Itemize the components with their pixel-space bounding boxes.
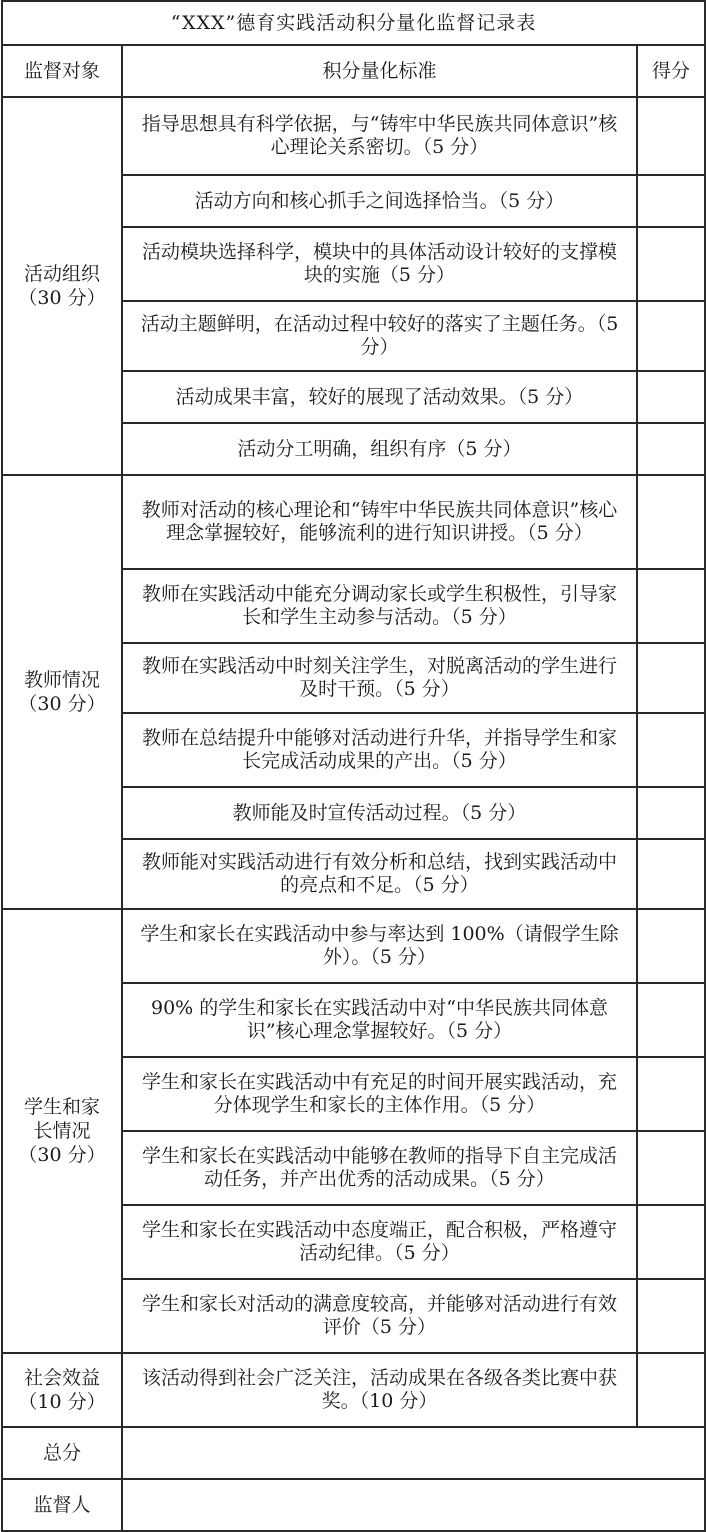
score-cell[interactable] (637, 643, 705, 713)
header-row (2, 45, 705, 97)
cat-activity-org (2, 97, 122, 475)
total-label: 总分 (2, 1427, 122, 1479)
title-row (2, 1, 705, 45)
header-score: 得分 (637, 45, 705, 97)
score-cell[interactable] (637, 1353, 705, 1427)
criteria-text: 学生和家长对活动的满意度较高，并能够对活动进行有效评价（5 分） (122, 1279, 637, 1353)
score-cell[interactable] (637, 909, 705, 983)
criteria-text: 教师能及时宣传活动过程。（5 分） (122, 787, 637, 839)
criteria-text: 学生和家长在实践活动中态度端正，配合积极，严格遵守活动纪律。（5 分） (122, 1205, 637, 1279)
total-value[interactable] (122, 1427, 705, 1479)
score-cell[interactable] (637, 1205, 705, 1279)
criteria-text: 教师对活动的核心理论和“铸牢中华民族共同体意识”核心理念掌握较好，能够流利的进行知识讲授。（5 分） (122, 475, 637, 569)
criteria-text: 该活动得到社会广泛关注，活动成果在各级各类比赛中获奖。（10 分） (122, 1353, 637, 1427)
criteria-text: 活动分工明确，组织有序（5 分） (122, 423, 637, 475)
table-title: “XXX”德育实践活动积分量化监督记录表 (2, 1, 705, 45)
score-cell[interactable] (637, 983, 705, 1057)
category-label: 教师情况 (23, 669, 100, 691)
score-cell[interactable] (637, 175, 705, 227)
header-criteria: 积分量化标准 (122, 45, 637, 97)
score-cell[interactable] (637, 1279, 705, 1353)
category-label: 活动组织 (23, 263, 100, 285)
total-row (2, 1427, 705, 1479)
score-cell[interactable] (637, 787, 705, 839)
scoring-table (1, 0, 706, 1532)
criteria-text: 90% 的学生和家长在实践活动中对“中华民族共同体意识”核心理念掌握较好。（5 分） (122, 983, 637, 1057)
score-cell[interactable] (637, 569, 705, 643)
category-points: （30 分） (18, 693, 106, 715)
category-label: 学生和家 长情况 (23, 1096, 100, 1142)
score-cell[interactable] (637, 301, 705, 371)
criteria-text: 指导思想具有科学依据，与“铸牢中华民族共同体意识”核心理论关系密切。（5 分） (122, 97, 637, 175)
score-cell[interactable] (637, 713, 705, 787)
supervisor-value[interactable] (122, 1479, 705, 1531)
table-row (2, 1353, 705, 1427)
table-row (2, 97, 705, 175)
category-points: （30 分） (18, 287, 106, 309)
table-row (2, 475, 705, 569)
header-object: 监督对象 (2, 45, 122, 97)
supervisor-label: 监督人 (2, 1479, 122, 1531)
criteria-text: 学生和家长在实践活动中有充足的时间开展实践活动，充分体现学生和家长的主体作用。（5 分） (122, 1057, 637, 1131)
criteria-text: 学生和家长在实践活动中能够在教师的指导下自主完成活动任务，并产出优秀的活动成果。（5 分） (122, 1131, 637, 1205)
criteria-text: 教师在总结提升中能够对活动进行升华，并指导学生和家长完成活动成果的产出。（5 分） (122, 713, 637, 787)
criteria-text: 教师在实践活动中时刻关注学生，对脱离活动的学生进行及时干预。（5 分） (122, 643, 637, 713)
score-cell[interactable] (637, 371, 705, 423)
score-cell[interactable] (637, 1131, 705, 1205)
cat-student-parent (2, 909, 122, 1353)
criteria-text: 教师能对实践活动进行有效分析和总结，找到实践活动中的亮点和不足。（5 分） (122, 839, 637, 909)
category-points: （10 分） (18, 1391, 106, 1413)
criteria-text: 教师在实践活动中能充分调动家长或学生积极性，引导家长和学生主动参与活动。（5 分） (122, 569, 637, 643)
score-cell[interactable] (637, 1057, 705, 1131)
criteria-text: 活动模块选择科学，模块中的具体活动设计较好的支撑模块的实施（5 分） (122, 227, 637, 301)
table-row (2, 909, 705, 983)
category-label: 社会效益 (23, 1367, 100, 1389)
score-cell[interactable] (637, 423, 705, 475)
cat-social (2, 1353, 122, 1427)
cat-teacher (2, 475, 122, 909)
criteria-text: 活动主题鲜明，在活动过程中较好的落实了主题任务。（5 分） (122, 301, 637, 371)
score-cell[interactable] (637, 839, 705, 909)
supervisor-row (2, 1479, 705, 1531)
criteria-text: 活动方向和核心抓手之间选择恰当。（5 分） (122, 175, 637, 227)
criteria-text: 活动成果丰富，较好的展现了活动效果。（5 分） (122, 371, 637, 423)
score-cell[interactable] (637, 475, 705, 569)
score-cell[interactable] (637, 227, 705, 301)
category-points: （30 分） (18, 1144, 106, 1166)
criteria-text: 学生和家长在实践活动中参与率达到 100%（请假学生除外）。（5 分） (122, 909, 637, 983)
score-cell[interactable] (637, 97, 705, 175)
